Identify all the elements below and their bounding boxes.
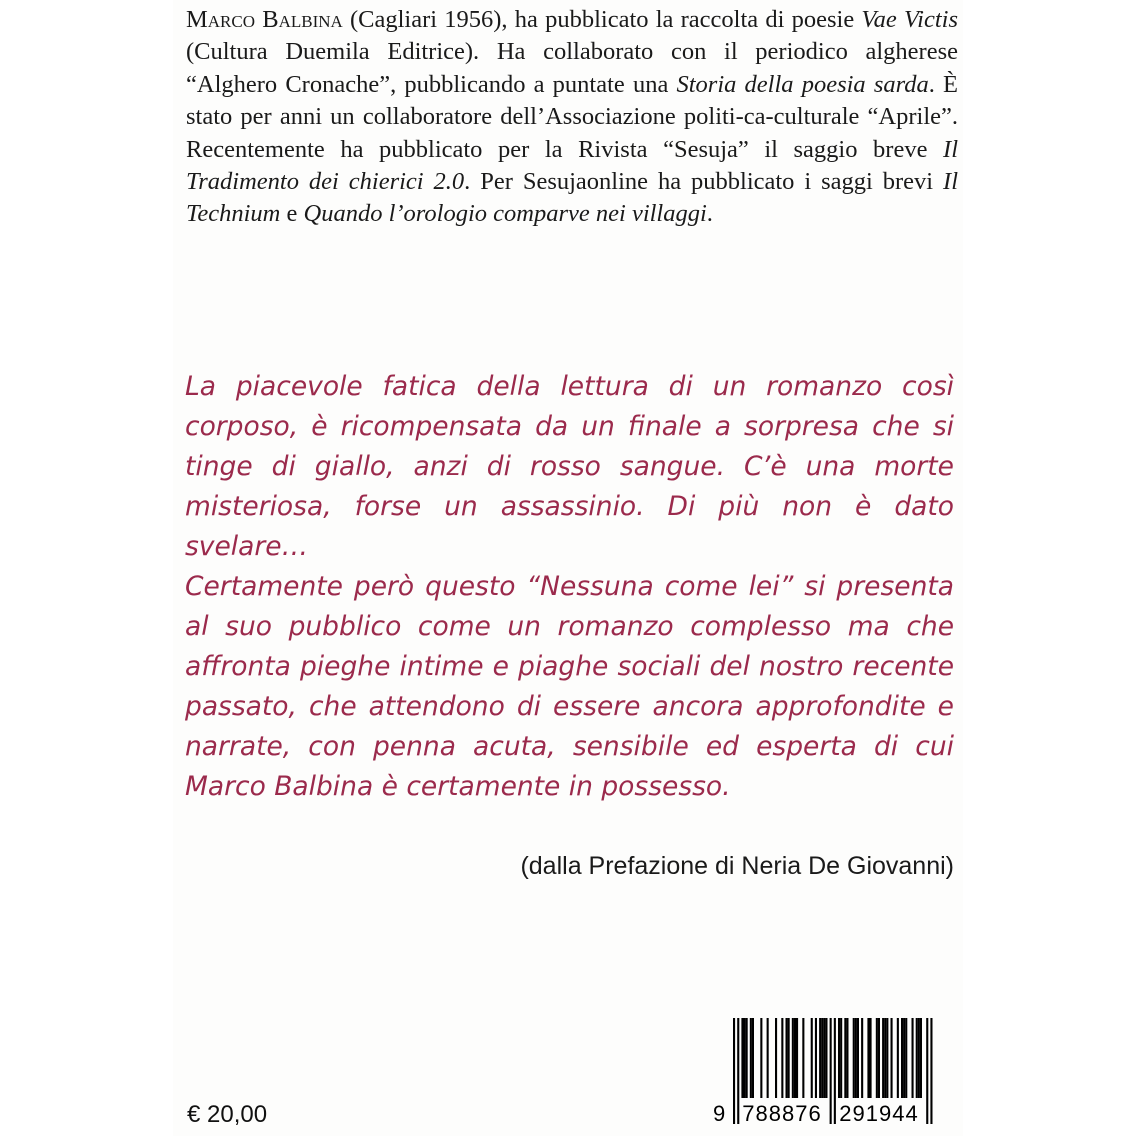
barcode-bar [781,1018,783,1098]
quote-attribution: (dalla Prefazione di Neria De Giovanni) [520,852,954,880]
barcode-right-group: 291944 [839,1101,919,1126]
barcode-bar [884,1018,886,1098]
barcode-bar [853,1018,855,1098]
barcode-bar [903,1018,905,1098]
barcode-bar [752,1018,754,1098]
barcode-bar [767,1018,769,1098]
barcode-bar [867,1018,869,1098]
barcode-bar [846,1018,848,1098]
bio-text-segment: (Cagliari 1956), ha pubblicato la raccolta di poesie [342,6,862,33]
preface-quote: La piacevole fatica della lettura di un romanzo così corposo, è ricompensata da un finale a sorpresa che si tinge di giallo, anzi di rosso sangue. C’è una morte misteriosa, forse un assassinio. Di più non è dato svelare… Certamente però questo “Nessuna come lei” si presenta al suo pubblico come un romanzo complesso ma che affronta pieghe intime e piaghe sociali del nostro recente passato, che attendono di essere ancora approfondite e narrate, con penna acuta, sensibile ed esperta di cui Marco Balbina è certamente in possesso. [185,371,954,802]
barcode-bar [825,1018,827,1098]
barcode-bar [746,1018,748,1098]
barcode-bar [886,1018,888,1098]
barcode-bar [775,1018,777,1098]
barcode-bar [819,1018,821,1098]
barcode-bar [750,1018,752,1098]
bio-title-italic: Il Tradimento dei chierici 2.0 [186,135,958,196]
barcode-left-group: 788876 [742,1101,822,1126]
price-label: € 20,00 [187,1101,268,1128]
barcode-bar [786,1018,788,1098]
barcode-bar [792,1018,794,1098]
barcode-bar [838,1018,840,1098]
barcode-bar [897,1018,899,1098]
bio-text-segment: . [706,200,713,228]
barcode-bar [918,1018,920,1098]
barcode-bar [823,1018,825,1098]
barcode-bar [878,1018,880,1098]
barcode-bar [861,1018,863,1098]
isbn-barcode [711,1016,951,1131]
barcode-bar [855,1018,857,1098]
barcode-bar [905,1018,907,1098]
author-bio [186,4,958,231]
barcode-bar [876,1018,878,1098]
bio-text-segment: e [280,200,304,228]
barcode-bar [882,1018,884,1098]
barcode-bar [794,1018,796,1098]
barcode-bar [920,1018,922,1098]
barcode-bar [760,1018,762,1098]
barcode-bar [912,1018,914,1098]
barcode-bar [840,1018,842,1098]
barcode-bar [821,1018,823,1098]
bio-title-italic: Storia della poesia sarda [676,70,929,98]
barcode-first-digit: 9 [713,1101,726,1126]
barcode-bar [891,1018,893,1098]
bio-title-italic: Il Technium [186,168,958,228]
barcode-bar [741,1018,743,1098]
barcode-bar [796,1018,798,1098]
barcode-bar [844,1018,846,1098]
barcode-bar [870,1018,872,1098]
barcode-bar [788,1018,790,1098]
bio-text-segment: . Per Sesujaonline ha pubblicato i saggi brevi [464,168,944,196]
bio-text-segment: (Cultura Duemila Editrice). Ha collaborato con il periodico algherese “Alghero Cronache”, pubblicando a puntate una [186,38,958,98]
author-name: Marco Balbina [186,6,343,33]
barcode-digits [711,1099,951,1129]
barcode-bar [811,1018,813,1098]
bio-title-italic: Vae Victis [861,6,958,33]
barcode-bar [916,1018,918,1098]
barcode-bar [744,1018,746,1098]
bio-title-italic: Quando l’orologio comparve nei villaggi [303,200,707,228]
barcode-bar [901,1018,903,1098]
barcode-bar [815,1018,817,1098]
bio-text-segment: . È stato per anni un collaboratore dell’Associazione politi-ca-culturale “Aprile”. Recentemente ha pubblicato per la Rivista “Sesuja” il saggio breve [186,70,958,163]
barcode-bar [857,1018,859,1098]
barcode-bar [802,1018,804,1098]
author-bio-text [186,6,958,227]
